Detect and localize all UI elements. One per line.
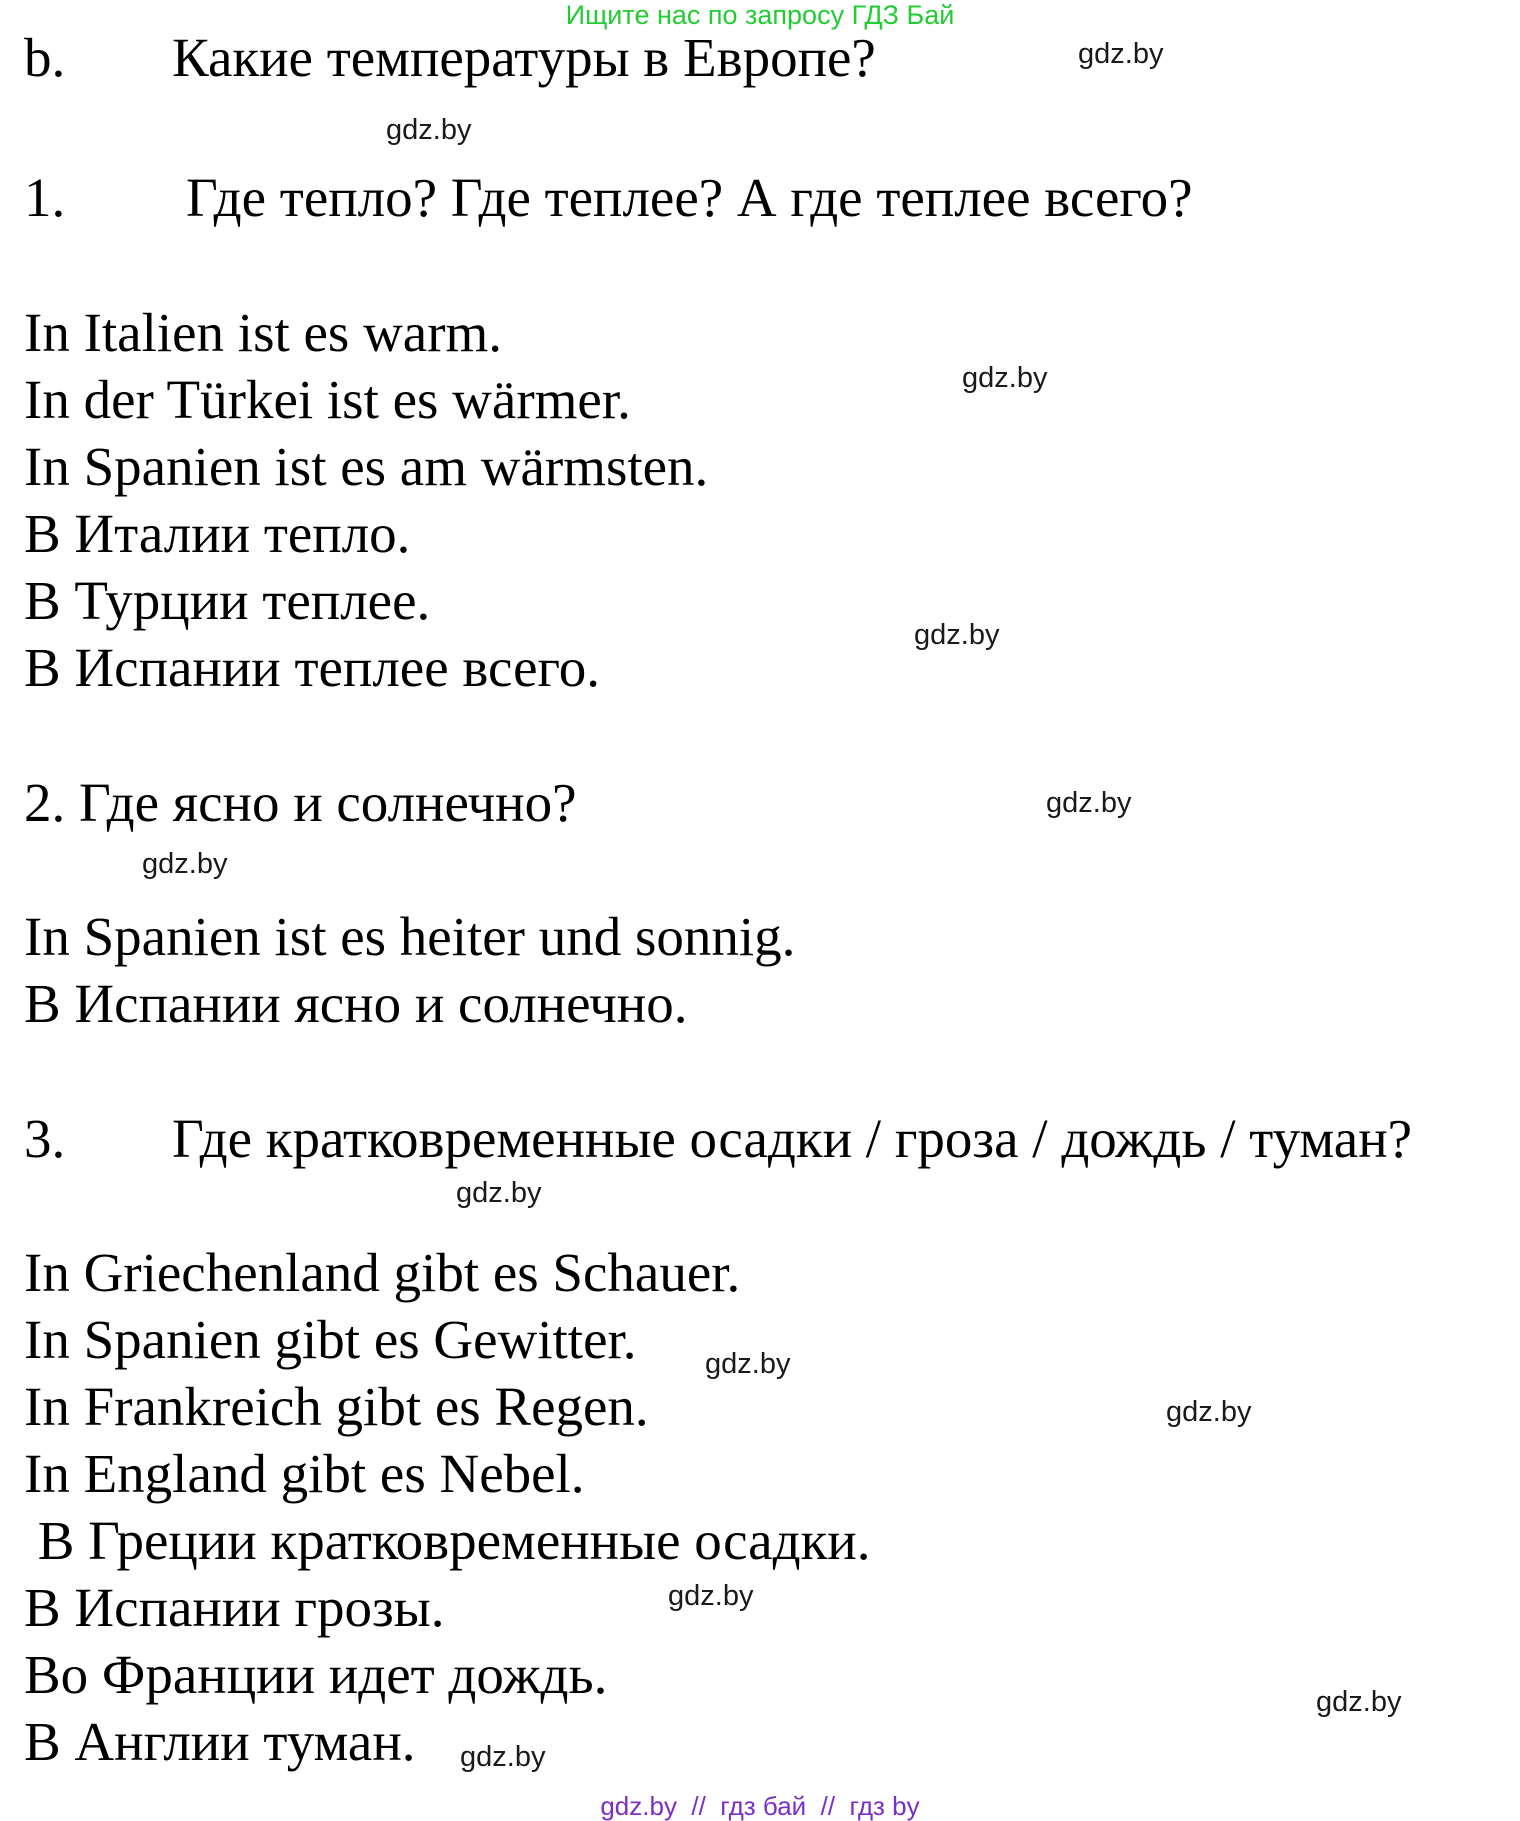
answer-2-line-1: In Spanien ist es heiter und sonnig.: [24, 906, 796, 967]
watermark: gdz.by: [705, 1348, 791, 1380]
question-1-marker: 1.: [24, 167, 66, 228]
answer-3-line-6: В Испании грозы.: [24, 1577, 445, 1638]
answer-3-line-1: In Griechenland gibt es Schauer.: [24, 1242, 741, 1303]
watermark: gdz.by: [1166, 1396, 1252, 1428]
watermark: gdz.by: [1078, 38, 1164, 70]
answer-1-line-2: In der Türkei ist es wärmer.: [24, 369, 631, 430]
answer-3-line-4: In England gibt es Nebel.: [24, 1443, 585, 1504]
watermark: gdz.by: [1046, 787, 1132, 819]
question-2: 2. Где ясно и солнечно?: [24, 772, 577, 833]
section-heading: [24, 27, 876, 89]
watermark: gdz.by: [962, 362, 1048, 394]
watermark: gdz.by: [142, 848, 228, 880]
question-1-text: Где тепло? Где теплее? А где теплее всего?: [186, 167, 1193, 228]
answer-1-line-1: In Italien ist es warm.: [24, 302, 503, 363]
answer-1-line-3: In Spanien ist es am wärmsten.: [24, 436, 709, 497]
watermark: gdz.by: [460, 1741, 546, 1773]
section-marker: b.: [24, 27, 66, 88]
watermark: gdz.by: [386, 114, 472, 146]
section-title: Какие температуры в Европе?: [172, 27, 876, 88]
question-1: [24, 167, 1193, 229]
footer-links: gdz.by // гдз бай // гдз by: [600, 1791, 920, 1821]
answer-2-line-2: В Испании ясно и солнечно.: [24, 973, 688, 1034]
question-3-text: Где кратковременные осадки / гроза / дождь / туман?: [172, 1108, 1413, 1169]
question-3: [24, 1108, 1412, 1170]
watermark: gdz.by: [456, 1177, 542, 1209]
watermark: gdz.by: [1316, 1686, 1402, 1718]
answer-1-line-5: В Турции теплее.: [24, 570, 431, 631]
answer-1-line-4: В Италии тепло.: [24, 503, 411, 564]
watermark: gdz.by: [914, 619, 1000, 651]
answer-1-line-6: В Испании теплее всего.: [24, 637, 600, 698]
answer-3-line-3: In Frankreich gibt es Regen.: [24, 1376, 649, 1437]
answer-3-line-5: В Греции кратковременные осадки.: [24, 1510, 871, 1571]
answer-3-line-7: Во Франции идет дождь.: [24, 1644, 608, 1705]
answer-3-line-8: В Англии туман.: [24, 1711, 416, 1772]
watermark: gdz.by: [668, 1580, 754, 1612]
search-banner: Ищите нас по запросу ГДЗ Бай: [565, 0, 955, 30]
answer-3-line-2: In Spanien gibt es Gewitter.: [24, 1309, 637, 1370]
question-3-marker: 3.: [24, 1108, 66, 1169]
